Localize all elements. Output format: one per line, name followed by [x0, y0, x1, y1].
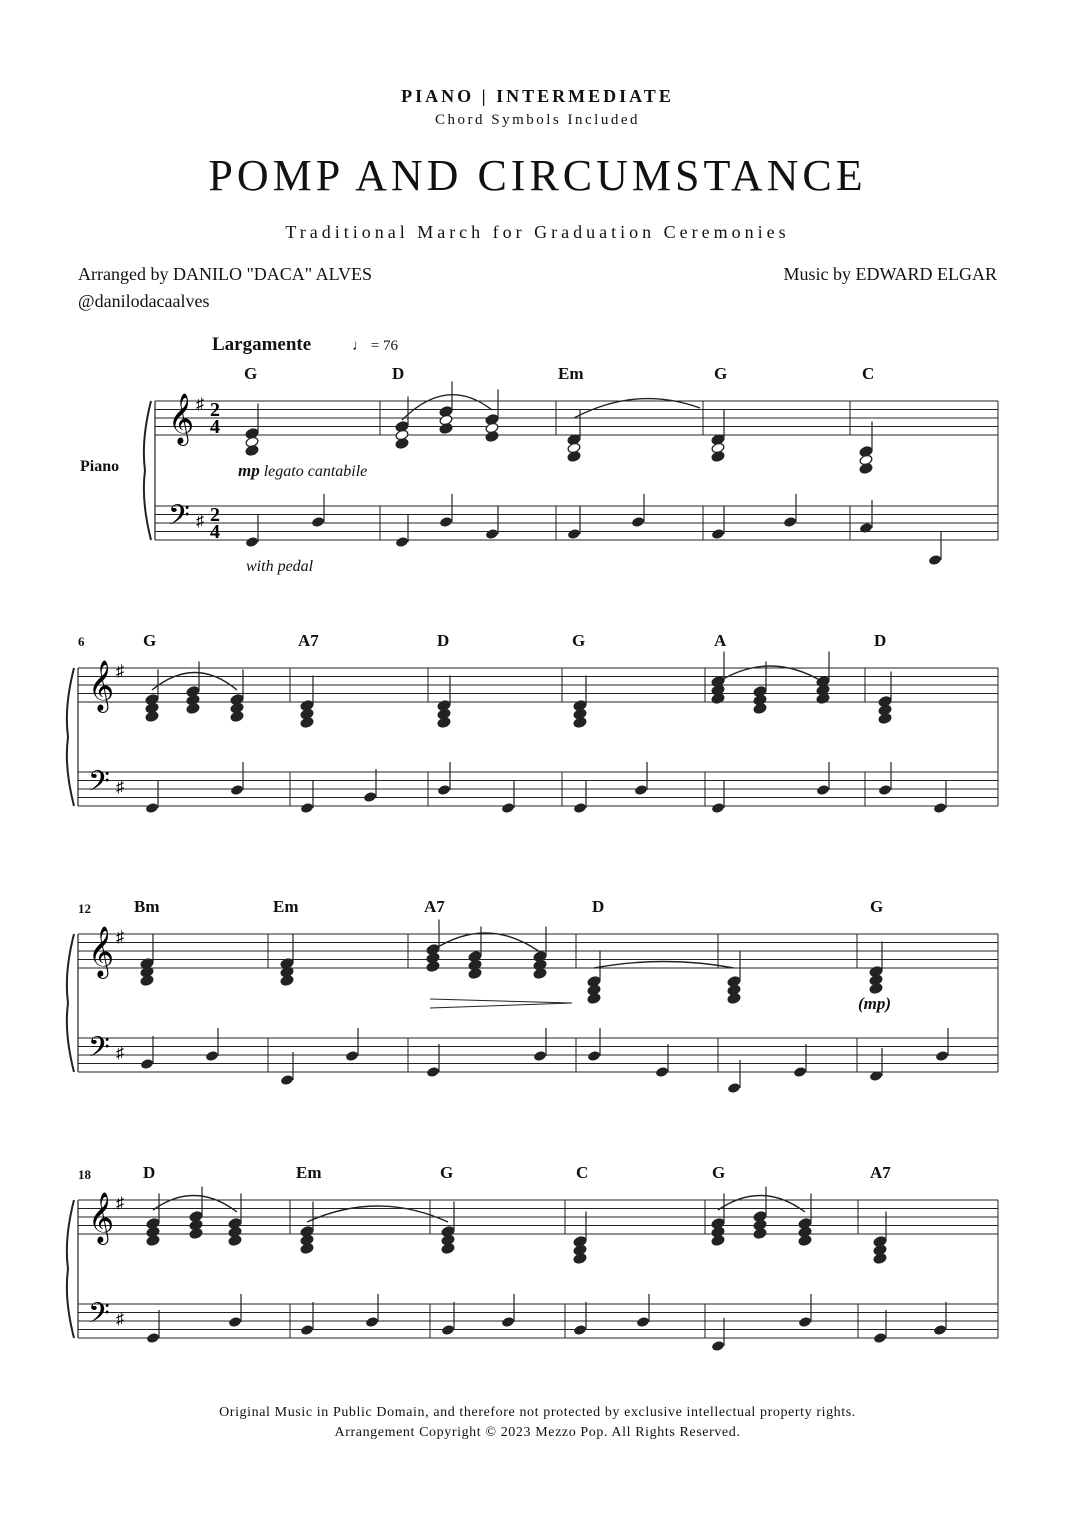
- level-label: PIANO | INTERMEDIATE: [401, 86, 674, 106]
- sharp-key-signature: ♯: [116, 1311, 124, 1328]
- bass-notehead: [711, 802, 725, 814]
- treble-notehead: [869, 983, 883, 995]
- bass-notehead: [933, 802, 947, 814]
- bass-notehead: [533, 1050, 547, 1062]
- tempo-bpm: = 76: [370, 338, 398, 354]
- chord-symbol: C: [576, 1163, 589, 1182]
- bass-notehead: [873, 1332, 887, 1344]
- sharp-key-signature: ♯: [196, 513, 204, 530]
- bass-notehead: [631, 516, 645, 528]
- subtitle: Traditional March for Graduation Ceremonies: [285, 222, 790, 242]
- tempo-marking: Largamente: [212, 334, 312, 355]
- treble-notehead: [437, 717, 451, 729]
- treble-clef-icon: 𝄞: [168, 393, 195, 444]
- instrument-label: Piano: [80, 458, 120, 475]
- quarter-note-icon: ♩: [352, 338, 367, 354]
- bass-notehead: [345, 1050, 359, 1062]
- treble-notehead: [145, 711, 159, 723]
- treble-notehead: [468, 968, 482, 980]
- time-signature: 4: [210, 416, 220, 438]
- bass-notehead: [441, 1324, 455, 1336]
- sharp-key-signature: ♯: [116, 779, 124, 796]
- treble-notehead: [859, 463, 873, 475]
- public-domain-notice: Original Music in Public Domain, and therefore not protected by exclusive intellectual property rights.: [219, 1405, 856, 1420]
- bass-notehead: [935, 1050, 949, 1062]
- bass-notehead: [485, 528, 499, 540]
- sharp-key-signature: ♯: [116, 663, 124, 680]
- chord-symbol: D: [437, 631, 450, 650]
- slur: [718, 1195, 805, 1212]
- chord-symbol: D: [592, 897, 605, 916]
- treble-notehead: [140, 975, 154, 987]
- treble-notehead: [711, 1235, 725, 1247]
- bass-notehead: [439, 516, 453, 528]
- sharp-key-signature: ♯: [116, 929, 124, 946]
- bass-notehead: [311, 516, 325, 528]
- sharp-key-signature: ♯: [196, 396, 204, 413]
- treble-notehead: [228, 1235, 242, 1247]
- treble-notehead: [280, 975, 294, 987]
- treble-notehead: [873, 1253, 887, 1265]
- bass-notehead: [501, 802, 515, 814]
- sharp-key-signature: ♯: [116, 1195, 124, 1212]
- bass-notehead: [146, 1332, 160, 1344]
- legato-cantabile: legato cantabile: [263, 463, 368, 480]
- treble-notehead: [189, 1228, 203, 1240]
- treble-notehead: [753, 1228, 767, 1240]
- brace-icon: [67, 668, 74, 806]
- treble-notehead: [439, 423, 453, 435]
- treble-notehead: [727, 993, 741, 1005]
- bass-notehead: [636, 1316, 650, 1328]
- treble-notehead: [300, 1243, 314, 1255]
- bass-notehead: [878, 784, 892, 796]
- dynamic-mp-parenthetical: (mp): [858, 994, 892, 1013]
- bass-notehead: [567, 528, 581, 540]
- treble-clef-icon: 𝄞: [88, 660, 115, 711]
- bass-notehead: [933, 1324, 947, 1336]
- bass-notehead: [245, 536, 259, 548]
- bass-notehead: [928, 554, 942, 566]
- bass-notehead: [573, 1324, 587, 1336]
- brace-icon: [67, 1200, 74, 1338]
- treble-clef-icon: 𝄞: [88, 926, 115, 977]
- bass-notehead: [859, 522, 873, 534]
- chord-symbol: G: [440, 1163, 454, 1182]
- bass-notehead: [573, 802, 587, 814]
- treble-notehead: [816, 693, 830, 705]
- chord-symbol: A7: [424, 897, 445, 916]
- treble-notehead: [485, 431, 499, 443]
- treble-clef-icon: 𝄞: [88, 1192, 115, 1243]
- chord-symbols-note: Chord Symbols Included: [435, 112, 640, 128]
- copyright-notice: Arrangement Copyright © 2023 Mezzo Pop. All Rights Reserved.: [334, 1425, 741, 1440]
- brace-icon: [144, 401, 151, 540]
- bass-notehead: [655, 1066, 669, 1078]
- bass-notehead: [727, 1082, 741, 1094]
- treble-notehead: [186, 703, 200, 715]
- bass-notehead: [816, 784, 830, 796]
- bass-notehead: [783, 516, 797, 528]
- pedal-marking: with pedal: [246, 558, 314, 575]
- chord-symbol: D: [392, 364, 405, 383]
- slur: [153, 1195, 237, 1212]
- bass-clef-icon: 𝄢: [88, 765, 110, 805]
- chord-symbol: G: [712, 1163, 726, 1182]
- bass-notehead: [140, 1058, 154, 1070]
- chord-symbol: A7: [298, 631, 319, 650]
- treble-notehead: [300, 717, 314, 729]
- bass-notehead: [501, 1316, 515, 1328]
- arranger-credit: Arranged by DANILO "DACA" ALVES: [78, 264, 373, 284]
- dynamic-mp: mp: [238, 461, 260, 480]
- treble-notehead: [533, 968, 547, 980]
- treble-notehead: [753, 703, 767, 715]
- chord-symbol: D: [874, 631, 887, 650]
- treble-notehead: [395, 438, 409, 450]
- decrescendo-hairpin: [430, 999, 572, 1008]
- bass-notehead: [793, 1066, 807, 1078]
- treble-notehead: [798, 1235, 812, 1247]
- chord-symbol: G: [143, 631, 157, 650]
- time-signature: 2: [210, 504, 220, 526]
- bass-notehead: [634, 784, 648, 796]
- bass-notehead: [587, 1050, 601, 1062]
- treble-notehead: [441, 1243, 455, 1255]
- chord-symbol: C: [862, 364, 875, 383]
- bass-clef-icon: 𝄢: [88, 1297, 110, 1337]
- bass-notehead: [395, 536, 409, 548]
- bass-notehead: [228, 1316, 242, 1328]
- chord-symbol: Bm: [134, 897, 160, 916]
- bass-notehead: [300, 802, 314, 814]
- composer-credit: Music by EDWARD ELGAR: [783, 264, 997, 284]
- page-title: POMP AND CIRCUMSTANCE: [208, 151, 867, 200]
- bass-notehead: [365, 1316, 379, 1328]
- bass-notehead: [437, 784, 451, 796]
- chord-symbol: A7: [870, 1163, 891, 1182]
- treble-notehead: [587, 993, 601, 1005]
- chord-symbol: A: [714, 631, 727, 650]
- bass-notehead: [205, 1050, 219, 1062]
- chord-symbol: D: [143, 1163, 156, 1182]
- bass-notehead: [300, 1324, 314, 1336]
- treble-notehead: [146, 1235, 160, 1247]
- treble-notehead: [573, 1253, 587, 1265]
- measure-number: 12: [78, 901, 91, 916]
- chord-symbol: G: [870, 897, 884, 916]
- treble-notehead: [878, 713, 892, 725]
- treble-notehead: [426, 961, 440, 973]
- bass-notehead: [711, 1340, 725, 1352]
- treble-notehead: [711, 451, 725, 463]
- bass-notehead: [711, 528, 725, 540]
- sharp-key-signature: ♯: [116, 1045, 124, 1062]
- chord-symbol: G: [572, 631, 586, 650]
- brace-icon: [67, 934, 74, 1072]
- treble-notehead: [711, 693, 725, 705]
- bass-clef-icon: 𝄢: [168, 499, 190, 539]
- bass-clef-icon: 𝄢: [88, 1031, 110, 1071]
- bass-notehead: [363, 791, 377, 803]
- treble-notehead: [567, 451, 581, 463]
- treble-notehead: [245, 445, 259, 457]
- bass-notehead: [426, 1066, 440, 1078]
- arranger-handle: @danilodacaalves: [78, 291, 210, 311]
- chord-symbol: Em: [273, 897, 299, 916]
- slur: [594, 962, 734, 969]
- bass-notehead: [280, 1074, 294, 1086]
- time-signature: 2: [210, 399, 220, 421]
- treble-notehead: [573, 717, 587, 729]
- treble-notehead: [230, 711, 244, 723]
- bass-notehead: [145, 802, 159, 814]
- chord-symbol: Em: [558, 364, 584, 383]
- chord-symbol: G: [244, 364, 258, 383]
- measure-number: 6: [78, 634, 85, 649]
- chord-symbol: G: [714, 364, 728, 383]
- bass-notehead: [798, 1316, 812, 1328]
- time-signature: 4: [210, 521, 220, 543]
- chord-symbol: Em: [296, 1163, 322, 1182]
- measure-number: 18: [78, 1167, 91, 1182]
- bass-notehead: [230, 784, 244, 796]
